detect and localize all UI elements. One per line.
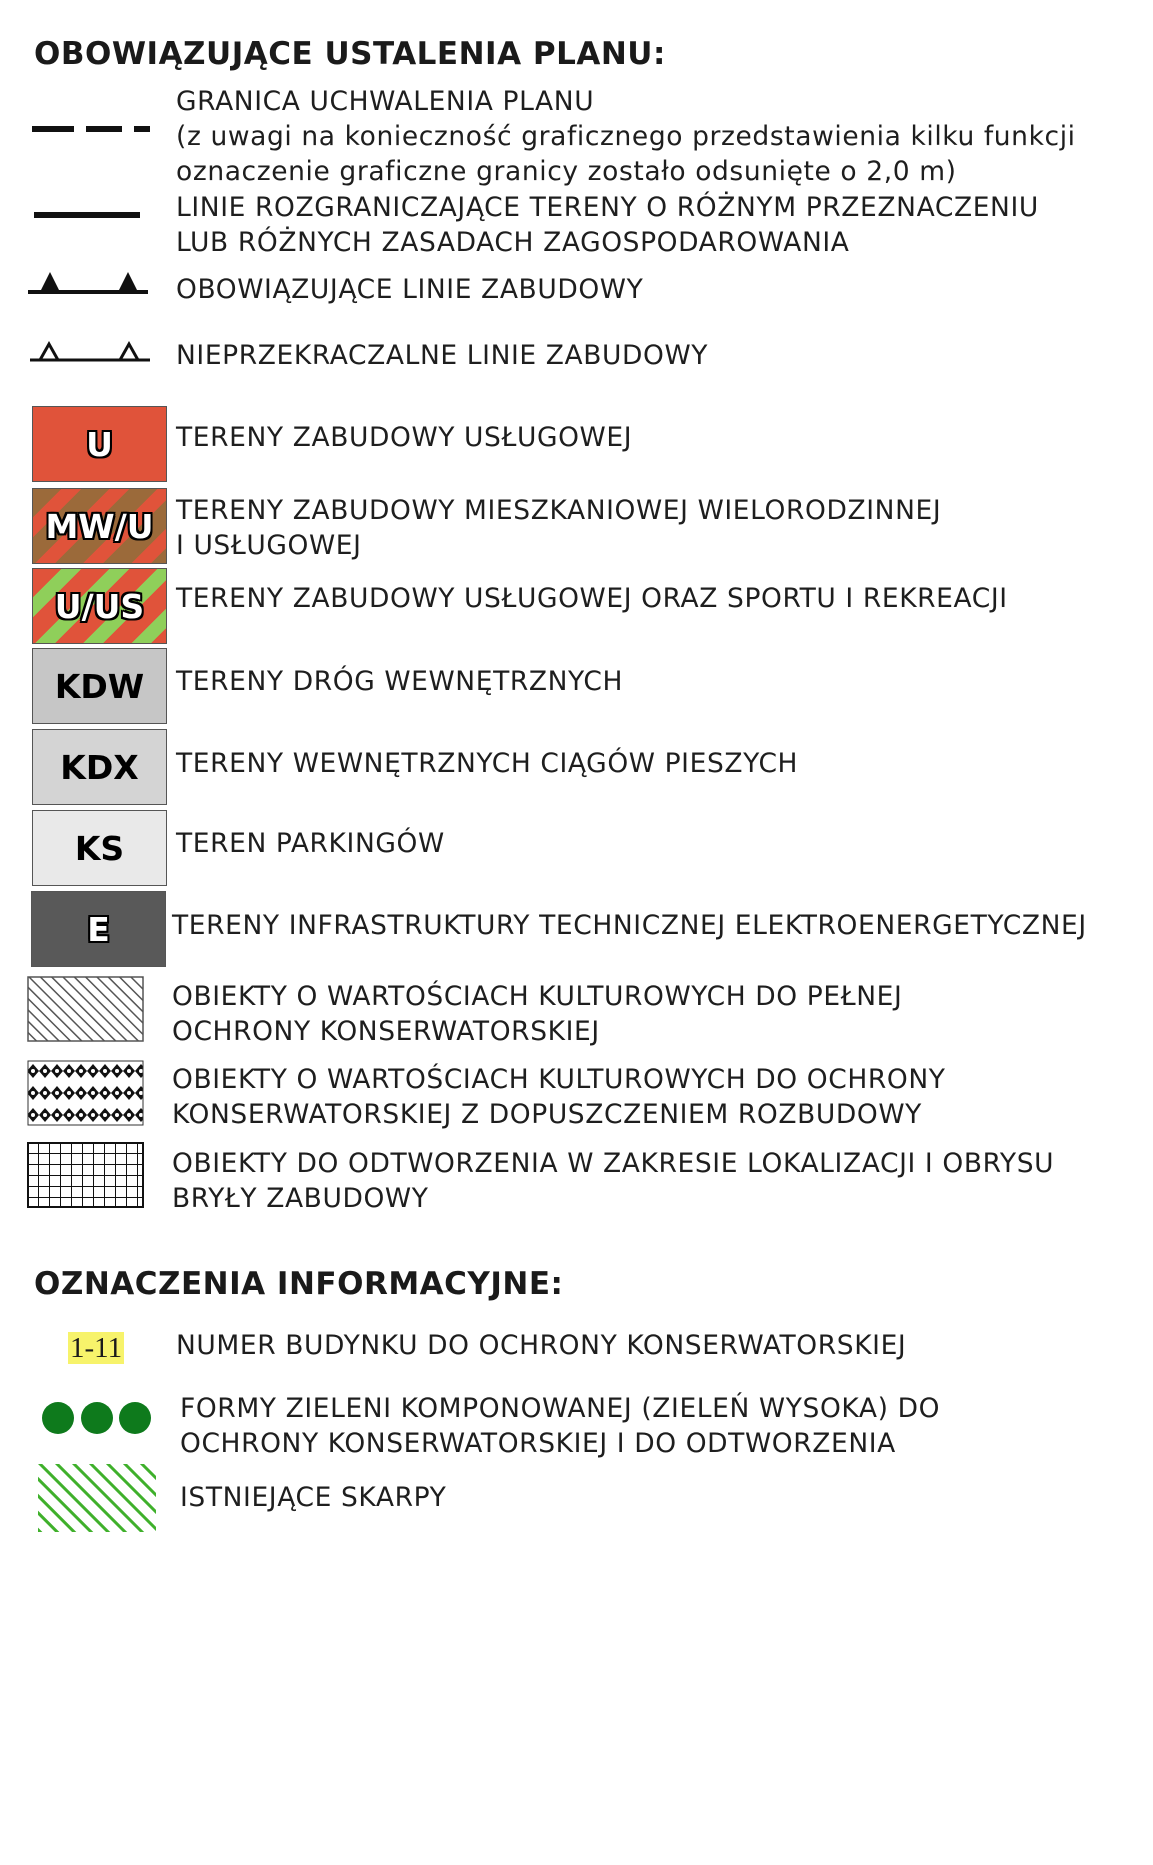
legend-text-ks: TEREN PARKINGÓW [176, 828, 445, 859]
ornament-pattern-symbol [27, 1060, 144, 1126]
legend-text-e: TERENY INFRASTRUKTURY TECHNICZNEJ ELEKTROENERGETYCZNEJ [172, 910, 1087, 941]
legend-text-building-lines-obligatory: OBOWIĄZUJĄCE LINIE ZABUDOWY [176, 274, 644, 305]
section-heading-informacyjne: OZNACZENIA INFORMACYJNE: [34, 1266, 564, 1302]
open-triangle-line-symbol [30, 340, 152, 364]
grid-pattern-symbol [27, 1142, 144, 1208]
legend-text-uus: TERENY ZABUDOWY USŁUGOWEJ ORAZ SPORTU I REKREACJI [176, 583, 1008, 614]
legend-text-building-lines-limit: NIEPRZEKRACZALNE LINIE ZABUDOWY [176, 340, 709, 371]
green-dot [119, 1402, 151, 1434]
legend-text-plan-boundary: GRANICA UCHWALENIA PLANU (z uwagi na konieczność graficznego przedstawienia kilku funkcji oznaczenie graficzne granicy zostało odsunięte o 2,0 m) [176, 86, 1076, 187]
zone-box-e: E [31, 891, 166, 967]
building-number-badge: 1-11 [70, 1332, 123, 1364]
legend-text-mwu: TERENY ZABUDOWY MIESZKANIOWEJ WIELORODZINNEJ I USŁUGOWEJ [176, 495, 942, 561]
legend-text-slopes: ISTNIEJĄCE SKARPY [180, 1482, 447, 1513]
zone-box-kdw: KDW [32, 648, 167, 724]
zone-box-u: U [32, 406, 167, 482]
green-hatch-slope-symbol [38, 1464, 156, 1532]
zone-box-kdx: KDX [32, 729, 167, 805]
solid-line-symbol [34, 209, 140, 221]
legend-text-building-number: NUMER BUDYNKU DO OCHRONY KONSERWATORSKIEJ [176, 1330, 907, 1361]
legend-text-kdx: TERENY WEWNĘTRZNYCH CIĄGÓW PIESZYCH [176, 748, 799, 779]
legend-text-u: TERENY ZABUDOWY USŁUGOWEJ [176, 422, 633, 453]
section-heading-obowiazujace: OBOWIĄZUJĄCE USTALENIA PLANU: [34, 36, 666, 72]
diagonal-hatch-symbol [27, 976, 144, 1042]
legend-text-composed-greenery: FORMY ZIELENI KOMPONOWANEJ (ZIELEŃ WYSOKA) DO OCHRONY KONSERWATORSKIEJ I DO ODTWORZENIA [180, 1393, 941, 1459]
legend-text-full-protection: OBIEKTY O WARTOŚCIACH KULTUROWYCH DO PEŁNEJ OCHRONY KONSERWATORSKIEJ [172, 981, 903, 1047]
filled-triangle-line-symbol [28, 268, 150, 296]
legend-text-reconstruction: OBIEKTY DO ODTWORZENIA W ZAKRESIE LOKALIZACJI I OBRYSU BRYŁY ZABUDOWY [172, 1148, 1055, 1214]
zone-box-mwu: MW/U [32, 488, 167, 564]
legend-text-kdw: TERENY DRÓG WEWNĘTRZNYCH [176, 666, 624, 697]
green-dot [42, 1402, 74, 1434]
legend-text-protection-expansion: OBIEKTY O WARTOŚCIACH KULTUROWYCH DO OCHRONY KONSERWATORSKIEJ Z DOPUSZCZENIEM ROZBUDOWY [172, 1064, 946, 1130]
zone-box-ks: KS [32, 810, 167, 886]
zone-box-uus: U/US [32, 568, 167, 644]
legend-text-dividing-lines: LINIE ROZGRANICZAJĄCE TERENY O RÓŻNYM PRZEZNACZENIU LUB RÓŻNYCH ZASADACH ZAGOSPODAROWANIA [176, 192, 1039, 258]
dashed-boundary-line-symbol [30, 122, 152, 136]
green-dot [81, 1402, 113, 1434]
